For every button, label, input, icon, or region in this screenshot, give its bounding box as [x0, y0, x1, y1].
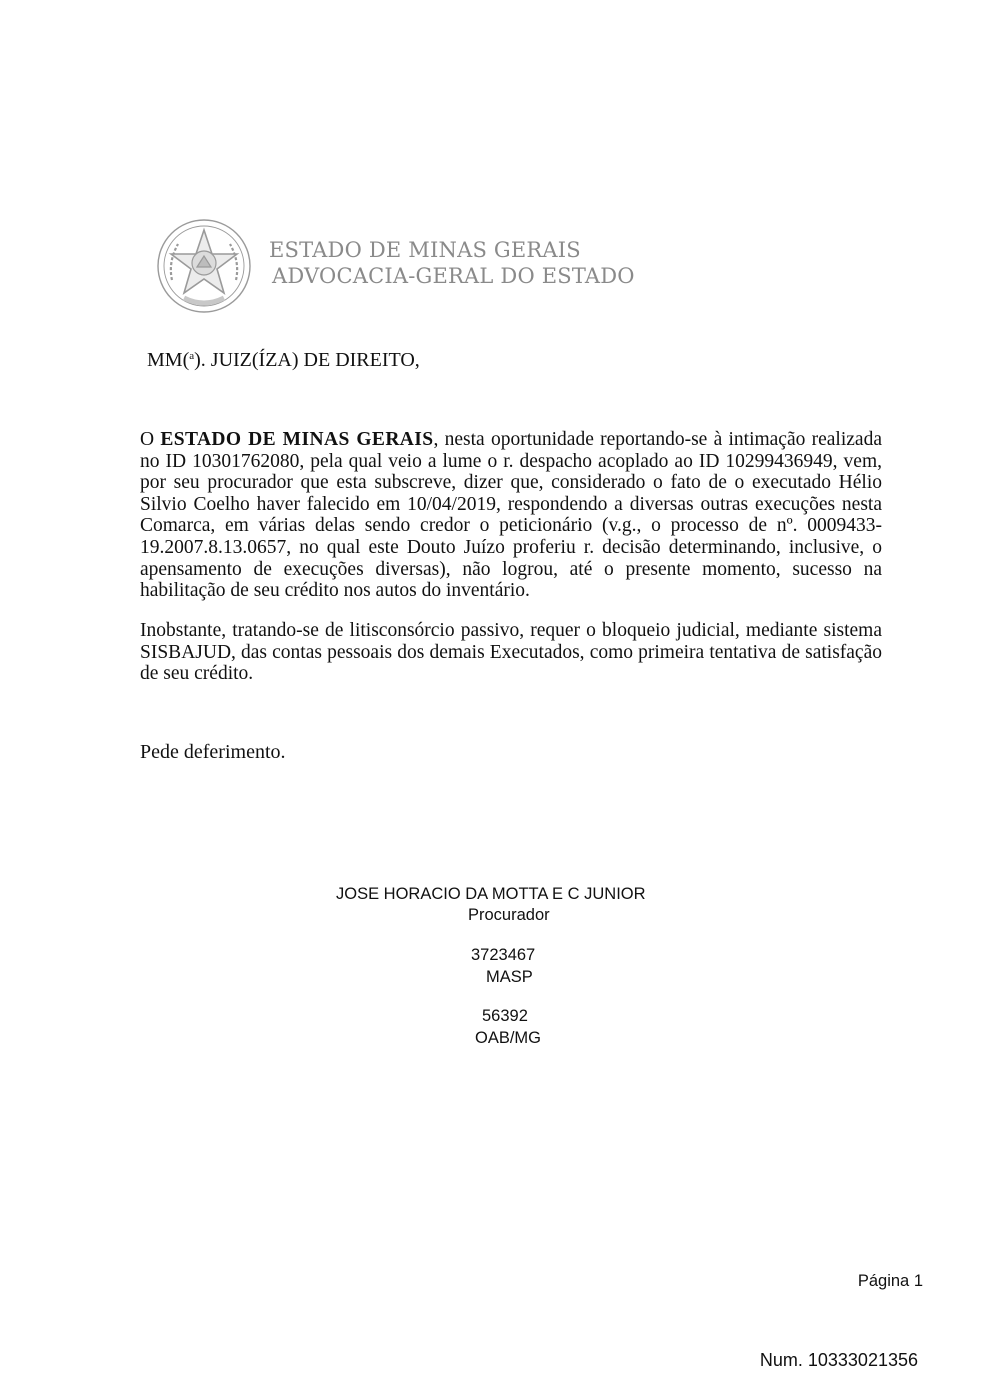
minas-gerais-coat-of-arms-icon	[154, 218, 254, 314]
signatory-role: Procurador	[468, 906, 550, 924]
oab-number: 56392	[482, 1007, 528, 1025]
oab-label: OAB/MG	[475, 1029, 542, 1047]
addressee-prefix: MM(	[147, 349, 190, 371]
body-paragraph-2: Inobstante, tratando-se de litisconsórcio passivo, requer o bloqueio judicial, mediante sistema SISBAJUD, das contas pessoais dos demais Executados, como primeira tentativa de satisfação de seu crédito.	[140, 620, 882, 685]
masp-number: 3723467	[471, 946, 536, 964]
body-paragraph-1	[140, 429, 882, 602]
signatory-name: JOSE HORACIO DA MOTTA E C JUNIOR	[336, 885, 646, 903]
paragraph1-rest: , nesta oportunidade reportando-se à intimação realizada no ID 10301762080, pela qual veio a lume o r. despacho acoplado ao ID 10299436949, vem, por seu procurador que esta subscreve, dizer que, considerado o fato de o executado Hélio Silvio Coelho haver falecido em 10/04/2019, respondendo a diversas outras execuções nesta Comarca, em várias delas sendo credor o peticionário (v.g., o processo de nº. 0009433-19.2007.8.13.0657, no qual este Douto Juízo proferiu r. decisão determinando, inclusive, o apensamento de execuções diversas), não logrou, até o presente momento, sucesso na habilitação de seu crédito nos autos do inventário.	[140, 429, 882, 602]
addressee-line	[147, 349, 420, 372]
paragraph1-lead: O	[140, 429, 161, 450]
document-number: Num. 10333021356	[759, 1350, 918, 1370]
paragraph1-bold-party: ESTADO DE MINAS GERAIS	[160, 429, 434, 450]
masp-label: MASP	[486, 968, 533, 986]
letterhead-agency-name: ADVOCACIA-GERAL DO ESTADO	[272, 264, 635, 288]
addressee-suffix: ). JUIZ(ÍZA) DE DIREITO,	[194, 349, 420, 371]
page-number: Página 1	[857, 1272, 923, 1290]
closing-request: Pede deferimento.	[140, 741, 286, 763]
addressee-superscript: a	[189, 350, 195, 362]
letterhead-state-name: ESTADO DE MINAS GERAIS	[269, 238, 581, 262]
